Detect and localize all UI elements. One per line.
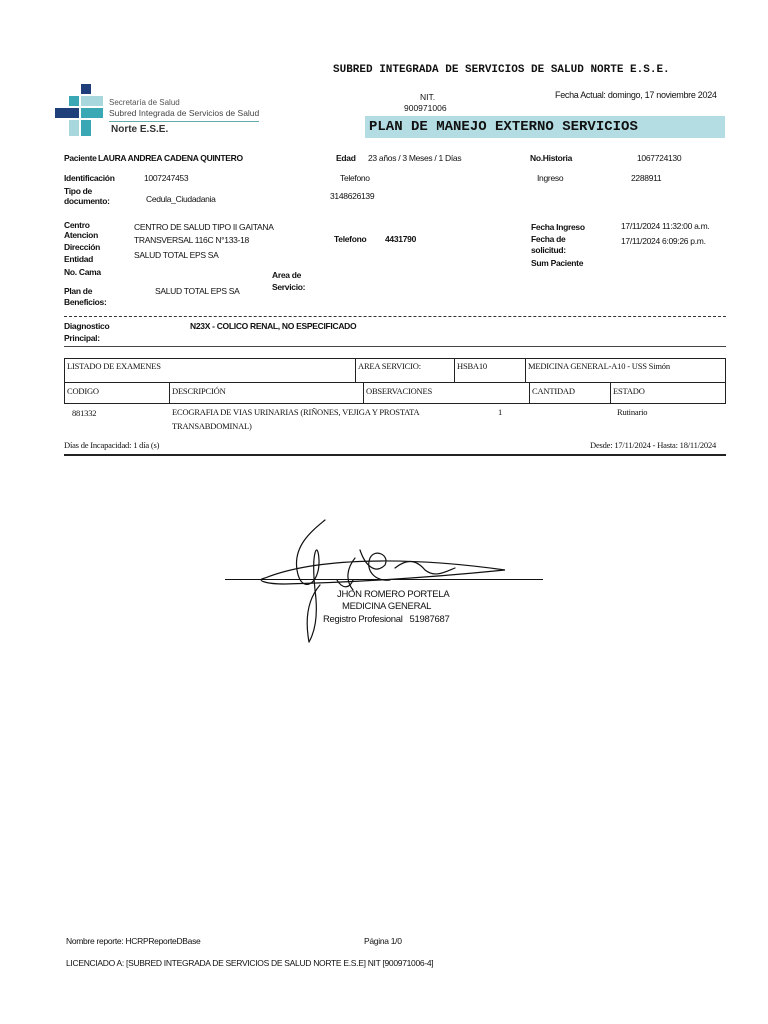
diag-label-1: Diagnostico [64,321,110,331]
fecha-actual: Fecha Actual: domingo, 17 noviembre 2024 [555,90,717,100]
col-divider [363,383,364,404]
fecha-solicitud-label-2: solicitud: [531,245,566,255]
signature-scribble [225,510,545,650]
direccion-label: Dirección [64,242,101,252]
org-title: SUBRED INTEGRADA DE SERVICIOS DE SALUD NORTE E.S.E. [333,64,670,76]
tipo-doc-label-1: Tipo de [64,186,92,196]
area-label-1: Area de [272,270,302,280]
tipo-doc-value: Cedula_Ciudadania [146,194,216,204]
direccion-value: TRANSVERSAL 116C N°133-18 [134,235,249,245]
subred-logo [55,84,265,140]
logo-block-4 [55,108,79,118]
logo-secretaria: Secretaría de Salud [109,98,180,107]
area-servicio-name: MEDICINA GENERAL-A10 - USS Simón [528,361,670,371]
paciente-label: Paciente [64,153,97,163]
nit-value: 900971006 [404,103,447,113]
area-label-2: Servicio: [272,282,306,292]
sum-paciente-label: Sum Paciente [531,258,584,268]
form-title-banner [365,116,725,138]
logo-block-7 [81,120,91,136]
logo-block-5 [81,108,103,118]
section-divider [64,316,726,317]
exam-estado: Rutinario [617,407,648,417]
ingreso-value: 2288911 [631,173,662,183]
centro-label-1: Centro [64,220,90,230]
paciente-value: LAURA ANDREA CADENA QUINTERO [98,153,243,163]
col-divider [454,359,455,382]
col-divider [525,359,526,382]
exams-table [64,358,726,404]
logo-norte: Norte E.S.E. [111,124,169,135]
signer-role: MEDICINA GENERAL [342,601,432,612]
exam-cantidad: 1 [498,407,503,417]
footer-reporte: Nombre reporte: HCRPReporteDBase [66,936,201,946]
cama-label: No. Cama [64,267,101,277]
entidad-label: Entidad [64,254,94,264]
signature-image [225,510,545,650]
incapacidad-rango: Desde: 17/11/2024 - Hasta: 18/11/2024 [590,440,717,450]
centro-label-2: Atencion [64,230,98,240]
historia-label: No.Historia [530,153,573,163]
telefono-small-value: 3148626139 [330,191,375,201]
form-title: PLAN DE MANEJO EXTERNO SERVICIOS [369,119,638,135]
diag-label-2: Principal: [64,333,100,343]
entidad-value: SALUD TOTAL EPS SA [134,250,219,260]
edad-label: Edad [336,153,356,163]
ingreso-label: Ingreso [537,173,564,183]
diag-rule [64,346,726,347]
footer-pagina: Página 1/0 [364,936,402,946]
telefono-value: 4431790 [385,234,416,244]
exam-codigo: 881332 [72,408,97,418]
signer-name: JHON ROMERO PORTELA [337,589,450,600]
nit-label: NIT. [420,92,436,102]
col-estado: ESTADO [613,386,645,396]
telefono-small-label: Telefono [340,173,370,183]
plan-label-1: Plan de [64,286,93,296]
historia-value: 1067724130 [637,153,682,163]
tipo-doc-label-2: documento: [64,196,110,206]
diag-value: N23X - COLICO RENAL, NO ESPECIFICADO [190,321,357,331]
edad-value: 23 años / 3 Meses / 1 Días [368,153,462,163]
exams-header-row [65,359,725,383]
centro-value: CENTRO DE SALUD TIPO II GAITANA [134,222,274,232]
telefono-label: Telefono [334,234,367,244]
signature-line [225,579,543,580]
col-divider [610,383,611,404]
fecha-solicitud-label-1: Fecha de [531,234,566,244]
fecha-solicitud-value: 17/11/2024 6:09:26 p.m. [621,236,706,246]
fecha-ingreso-label: Fecha Ingreso [531,222,585,232]
listado-label: LISTADO DE EXAMENES [67,361,161,371]
area-servicio-label: AREA SERVICIO: [358,361,421,371]
logo-block-1 [81,84,91,94]
exams-columns-row [65,383,725,404]
logo-block-2 [69,96,79,106]
identificacion-label: Identificación [64,173,115,183]
col-divider [529,383,530,404]
logo-block-6 [69,120,79,136]
exam-descripcion-2: TRANSABDOMINAL) [172,421,252,431]
incapacidad: Días de Incapacidad: 1 día (s) [64,440,160,450]
col-divider [169,383,170,404]
identificacion-value: 1007247453 [144,173,189,183]
col-divider [355,359,356,382]
signer-registro: Registro Profesional 51987687 [323,614,450,625]
plan-label-2: Beneficios: [64,297,107,307]
fecha-ingreso-value: 17/11/2024 11:32:00 a.m. [621,221,710,231]
col-cantidad: CANTIDAD [532,386,575,396]
exam-descripcion-1: ECOGRAFIA DE VIAS URINARIAS (RIÑONES, VEJIGA Y PROSTATA [172,407,420,417]
col-descripcion: DESCRIPCIÓN [172,386,226,396]
footer-licencia: LICENCIADO A: [SUBRED INTEGRADA DE SERVICIOS DE SALUD NORTE E.S.E] NIT [900971006-4] [66,958,434,968]
col-codigo: CODIGO [67,386,99,396]
logo-subred: Subred Integrada de Servicios de Salud [109,108,260,118]
plan-value: SALUD TOTAL EPS SA [155,286,240,296]
area-servicio-code: HSBA10 [457,361,487,371]
logo-block-3 [81,96,103,106]
table-end-rule [64,454,726,456]
logo-divider [109,121,259,122]
col-observaciones: OBSERVACIONES [366,386,432,396]
